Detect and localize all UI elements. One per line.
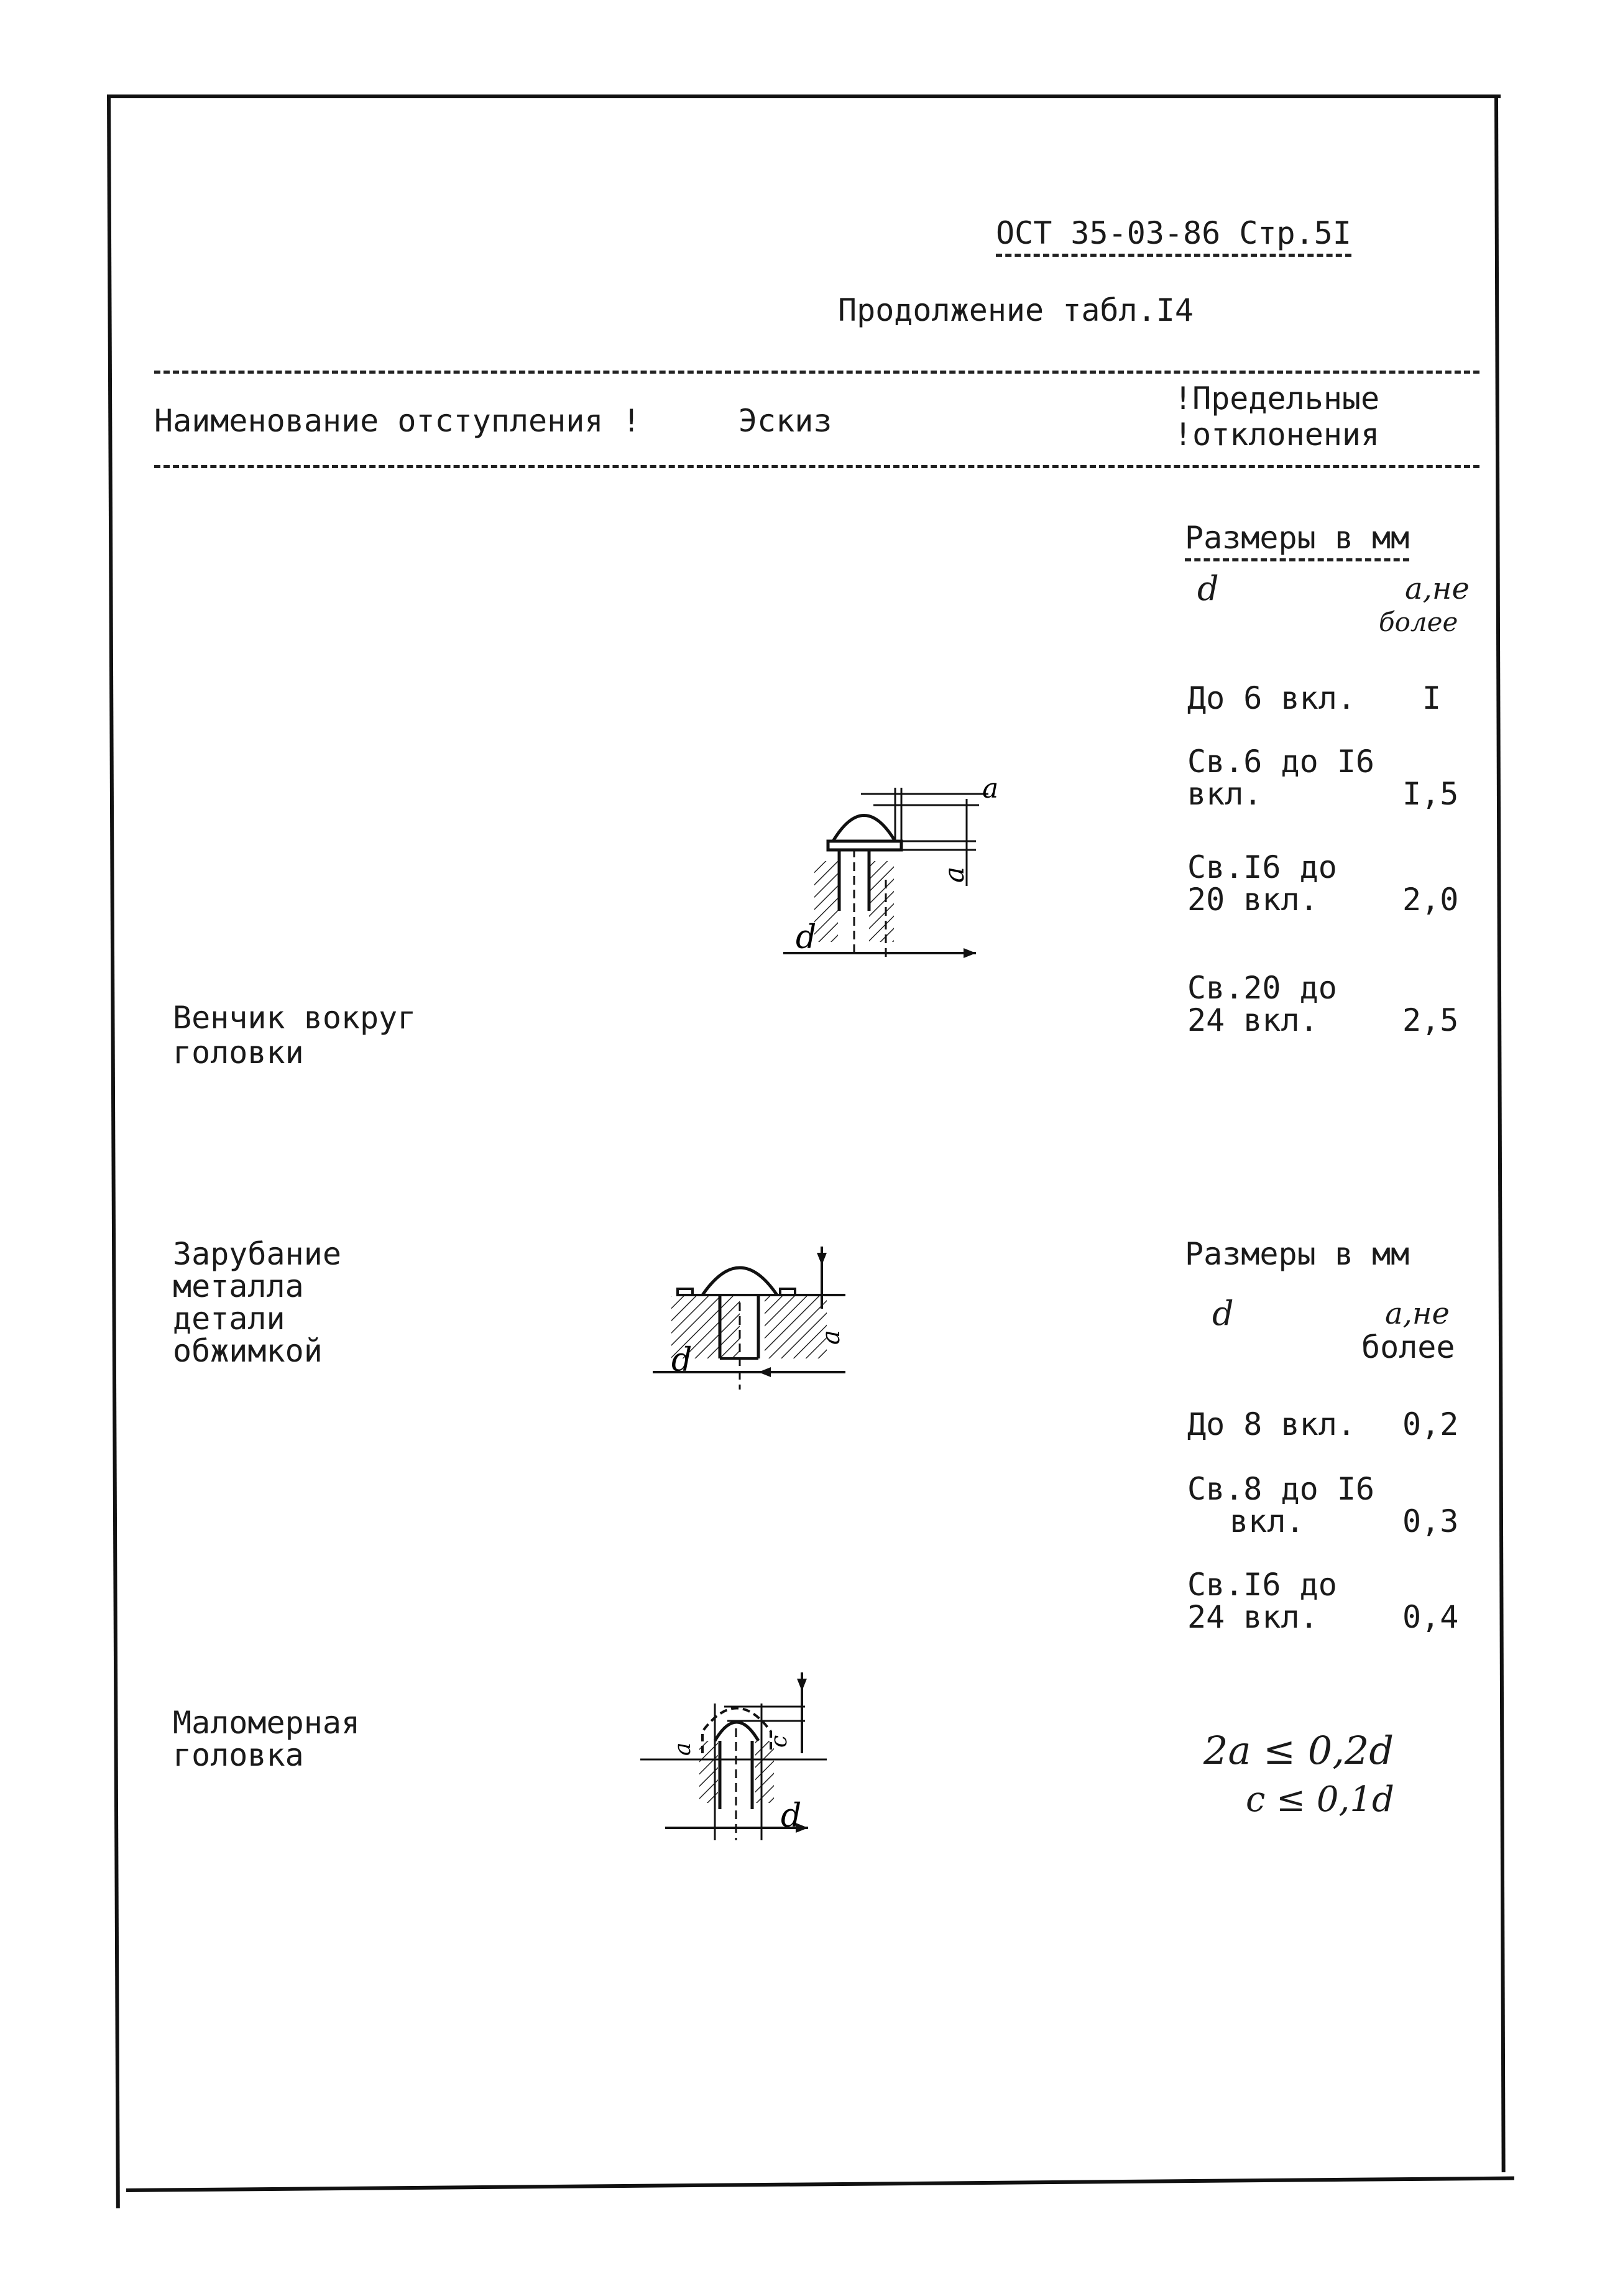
value: 0,4 (1402, 1599, 1459, 1635)
sketch-head-crown (771, 755, 1019, 967)
range-line: Св.I6 до (1187, 849, 1337, 885)
range-line: вкл. (1230, 1503, 1305, 1539)
row-name-line: Венчик вокруг (173, 1000, 416, 1036)
column-header-limits-1: !Предельные (1174, 380, 1380, 417)
range-line: 24 вкл. (1187, 1599, 1318, 1635)
range-line: До 8 вкл. (1187, 1406, 1356, 1442)
range-line: Св.6 до I6 (1187, 744, 1375, 780)
column-a-label-2: более (1361, 1329, 1455, 1365)
frame-left (107, 95, 120, 2208)
sketch-label: a (670, 1742, 696, 1756)
range-line: Св.I6 до (1187, 1567, 1337, 1603)
header-top-rule (154, 371, 1479, 374)
column-d-label: d (1212, 1294, 1234, 1333)
value: 2,5 (1402, 1002, 1459, 1038)
range-line: 24 вкл. (1187, 1002, 1318, 1038)
row-name-line: головки (173, 1035, 304, 1071)
column-header-limits-2: !отклонения (1174, 417, 1380, 453)
value: 0,2 (1402, 1406, 1459, 1442)
value: 0,3 (1402, 1503, 1459, 1539)
frame-right (1494, 97, 1506, 2172)
value: 2,0 (1402, 882, 1459, 918)
sketch-label: d (796, 919, 817, 956)
units-label: Размеры в мм (1185, 1236, 1410, 1272)
column-a-label-1: a,не (1385, 1296, 1450, 1331)
value: I,5 (1402, 776, 1459, 812)
doc-reference: ОСТ 35-03-86 Стр.5I (996, 215, 1351, 257)
range-line: вкл. (1187, 776, 1263, 812)
column-a-label-1: a,не (1405, 571, 1470, 606)
range-line: Св.8 до I6 (1187, 1471, 1375, 1507)
column-d-label: d (1197, 569, 1219, 608)
range-line: Св.20 до (1187, 970, 1337, 1006)
formula-line: 2a ≤ 0,2d (1203, 1728, 1394, 1773)
formula-line: c ≤ 0,1d (1246, 1779, 1394, 1820)
row-name-line: головка (173, 1737, 304, 1773)
row-name-line: детали (173, 1301, 285, 1337)
row-name-line: Маломерная (173, 1705, 361, 1741)
row-name-line: Зарубание (173, 1236, 341, 1272)
sketch-label: d (671, 1342, 692, 1379)
value: I (1422, 680, 1442, 716)
table-continuation-title: Продолжение табл.I4 (838, 292, 1194, 328)
sketch-label: a (982, 773, 999, 805)
row-name-line: обжимкой (173, 1333, 323, 1369)
frame-bottom (126, 2177, 1514, 2192)
sketch-metal-notch (646, 1234, 870, 1396)
sketch-label: a (939, 866, 970, 883)
column-a-label-2: более (1379, 607, 1458, 637)
range-line: 20 вкл. (1187, 882, 1318, 918)
column-header-sketch: Эскиз (738, 403, 832, 439)
sketch-label: d (781, 1797, 802, 1835)
sketch-undersized-head (640, 1672, 839, 1846)
range-line: До 6 вкл. (1187, 680, 1356, 716)
row-name-line: металла (173, 1268, 304, 1304)
sketch-label: c (766, 1735, 792, 1748)
column-header-name: Наименование отступления ! (154, 403, 641, 439)
sketch-label: a (817, 1330, 845, 1345)
units-label: Размеры в мм (1185, 520, 1409, 561)
frame-top (107, 95, 1501, 98)
header-bottom-rule (154, 465, 1479, 468)
